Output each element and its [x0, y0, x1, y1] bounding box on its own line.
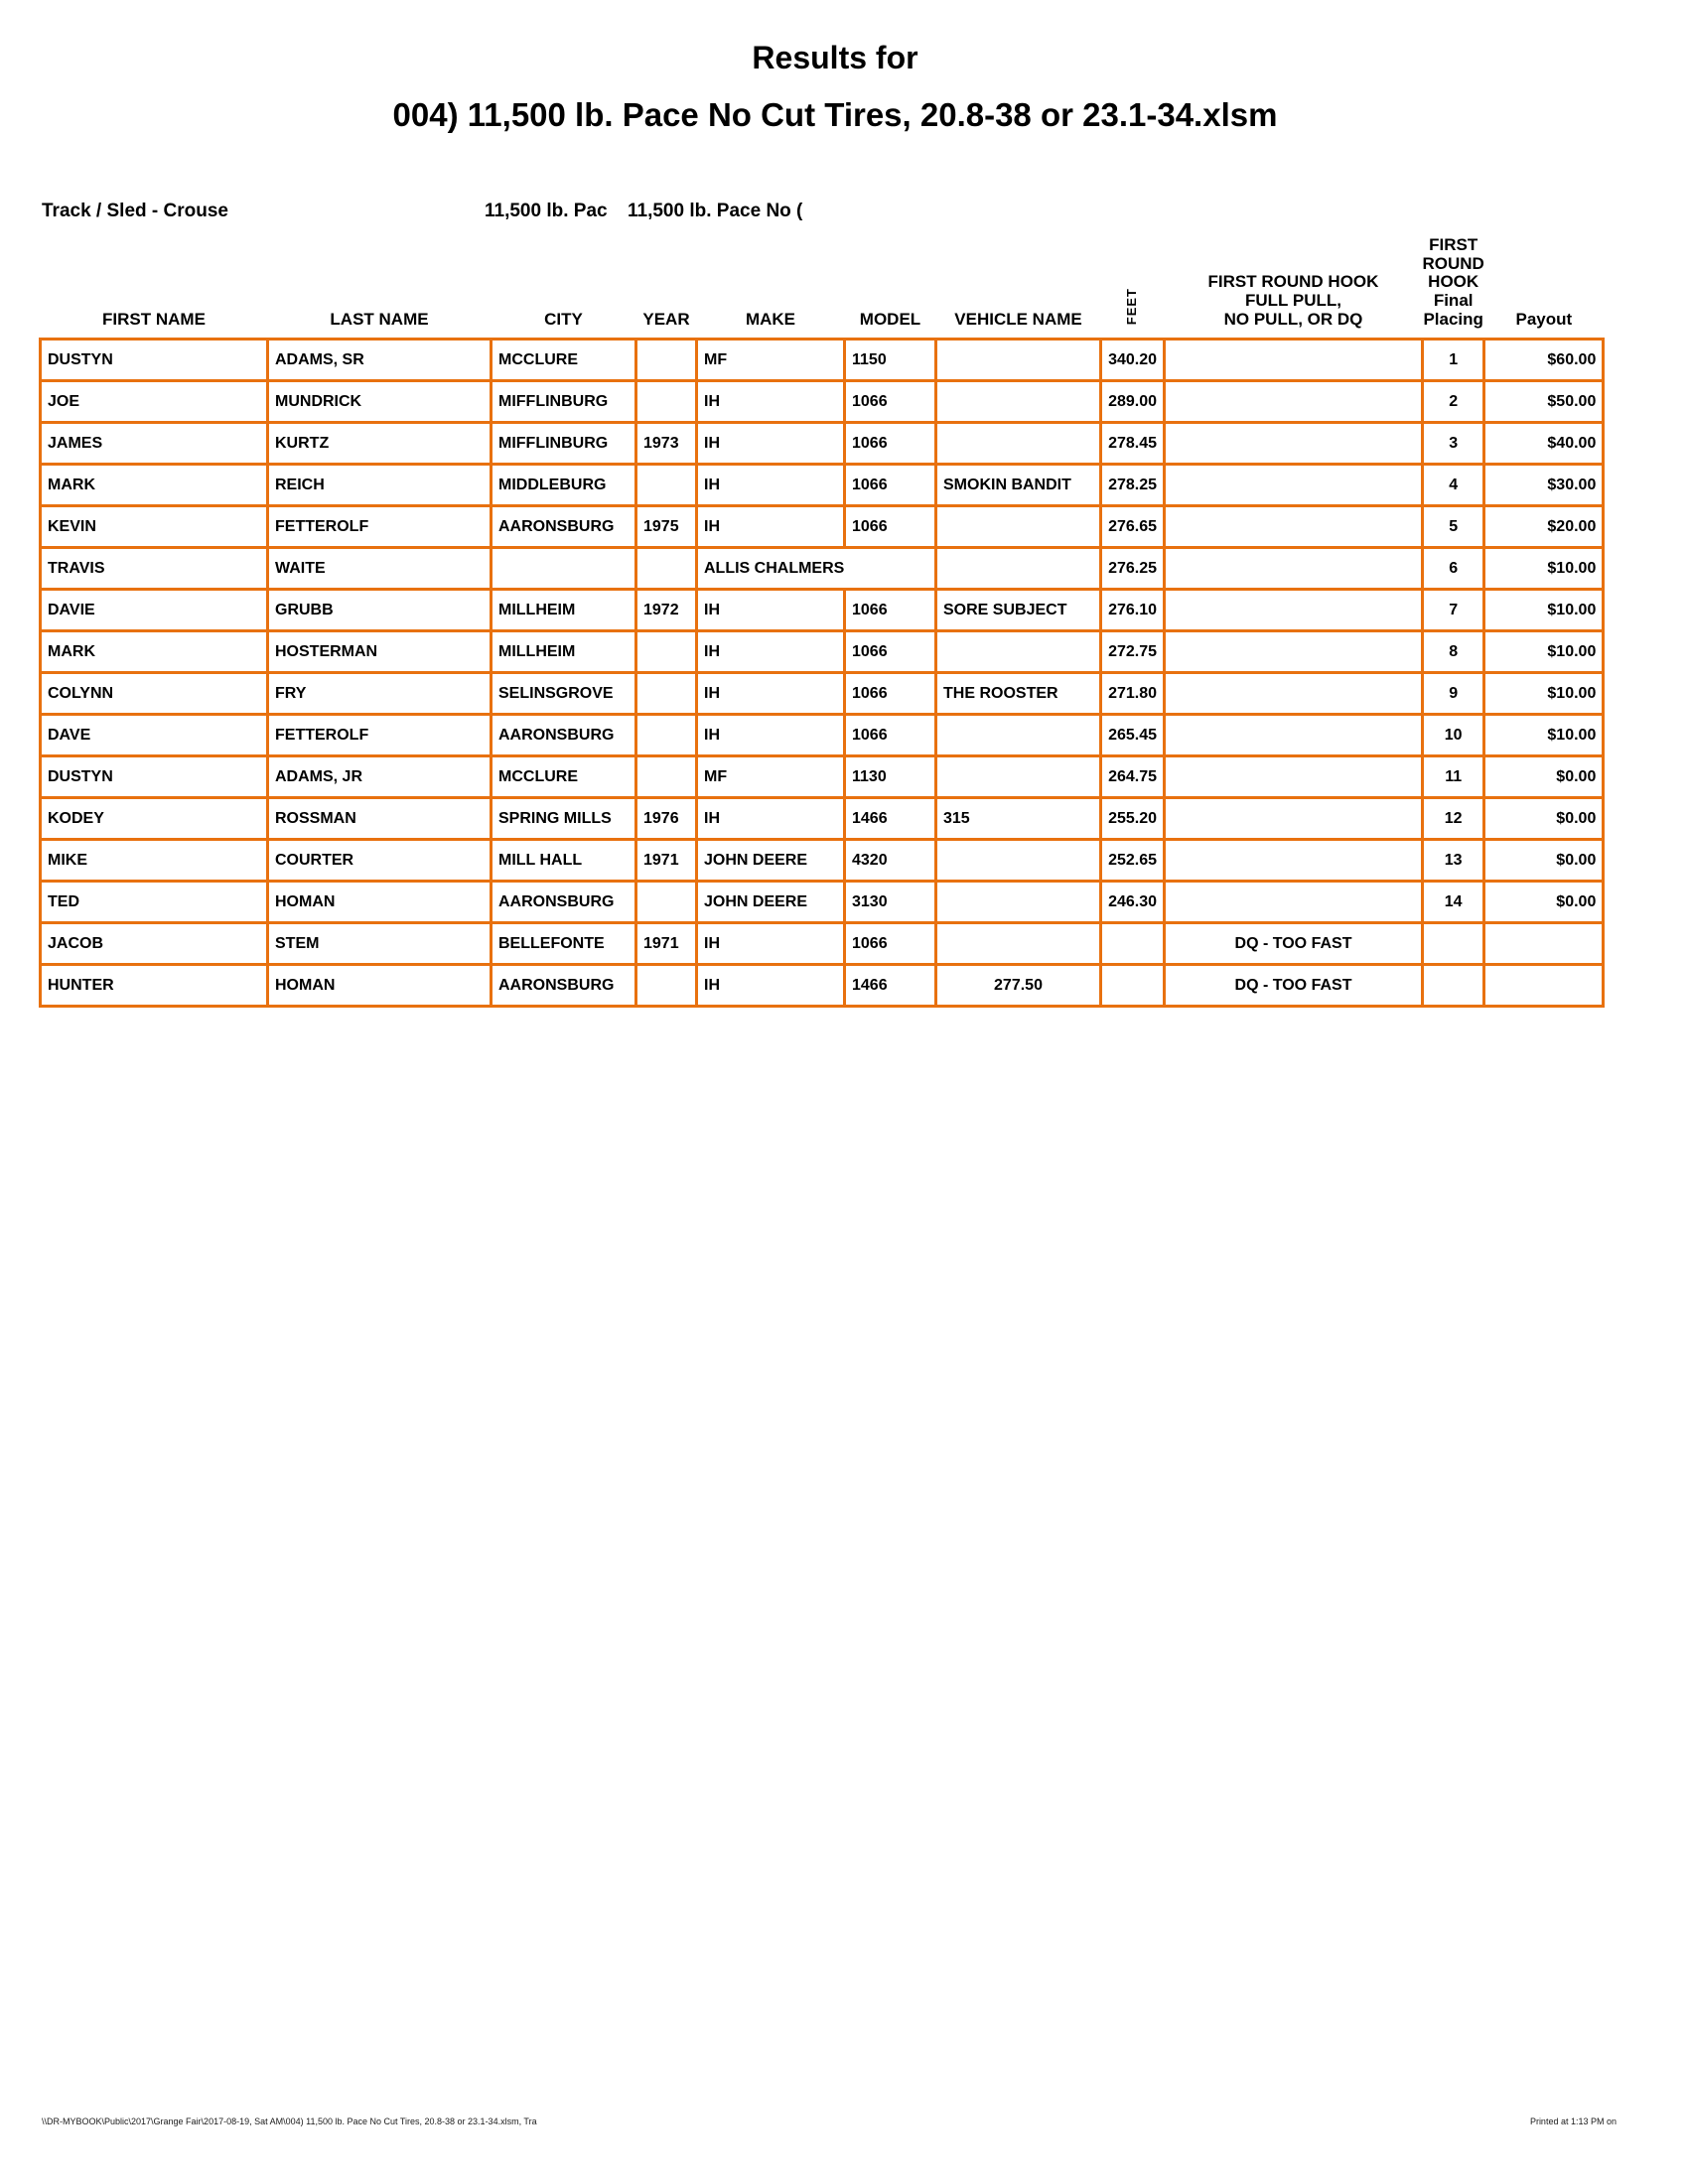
cell-year	[636, 465, 697, 506]
cell-last-name: ADAMS, JR	[268, 756, 492, 798]
cell-year	[636, 381, 697, 423]
cell-vehicle	[936, 506, 1101, 548]
hook-header-line: FIRST ROUND HOOK	[1207, 272, 1379, 292]
cell-city: MIFFLINBURG	[492, 423, 636, 465]
cell-city: BELLEFONTE	[492, 923, 636, 965]
cell-make: MF	[697, 340, 845, 381]
table-row	[41, 340, 1604, 381]
cell-payout: $10.00	[1484, 631, 1604, 673]
cell-hook-result	[1165, 673, 1423, 715]
cell-first-name: MIKE	[41, 840, 268, 882]
cell-first-name: HUNTER	[41, 965, 268, 1007]
col-header-vehicle-name: VEHICLE NAME	[954, 309, 1082, 329]
track-sled-label: Track / Sled - Crouse	[42, 201, 228, 221]
cell-payout	[1484, 965, 1604, 1007]
cell-placing: 6	[1423, 548, 1484, 590]
cell-feet	[1101, 923, 1165, 965]
cell-city: MIDDLEBURG	[492, 465, 636, 506]
cell-model: 1066	[845, 423, 936, 465]
col-header-first-name: FIRST NAME	[102, 309, 206, 329]
cell-placing	[1423, 923, 1484, 965]
page-title: Results for	[752, 40, 918, 75]
class-label: 11,500 lb. Pace No (	[628, 201, 803, 221]
cell-make: IH	[697, 506, 845, 548]
cell-placing: 14	[1423, 882, 1484, 923]
cell-placing: 3	[1423, 423, 1484, 465]
cell-make: IH	[697, 965, 845, 1007]
table-row	[41, 673, 1604, 715]
col-header-feet	[1101, 236, 1165, 340]
cell-hook-result	[1165, 590, 1423, 631]
table-row	[41, 381, 1604, 423]
cell-city: MCCLURE	[492, 756, 636, 798]
placing-header-line: ROUND	[1422, 253, 1484, 273]
cell-last-name: HOMAN	[268, 882, 492, 923]
cell-placing: 10	[1423, 715, 1484, 756]
table-row	[41, 465, 1604, 506]
table-row	[41, 923, 1604, 965]
cell-make: IH	[697, 923, 845, 965]
table-row	[41, 631, 1604, 673]
cell-model: 1066	[845, 381, 936, 423]
cell-feet: 271.80	[1101, 673, 1165, 715]
cell-last-name: ROSSMAN	[268, 798, 492, 840]
cell-first-name: TED	[41, 882, 268, 923]
col-header-final-placing	[1423, 236, 1484, 340]
placing-header-line: FIRST	[1429, 235, 1478, 254]
cell-vehicle: 277.50	[936, 965, 1101, 1007]
cell-model: 3130	[845, 882, 936, 923]
footer-printed-at: Printed at 1:13 PM on	[1529, 2116, 1617, 2126]
cell-first-name: JACOB	[41, 923, 268, 965]
cell-placing: 1	[1423, 340, 1484, 381]
cell-model: 1066	[845, 465, 936, 506]
cell-placing: 11	[1423, 756, 1484, 798]
cell-last-name: REICH	[268, 465, 492, 506]
cell-city: AARONSBURG	[492, 506, 636, 548]
cell-vehicle	[936, 840, 1101, 882]
cell-city: MCCLURE	[492, 340, 636, 381]
cell-last-name: KURTZ	[268, 423, 492, 465]
cell-make: IH	[697, 715, 845, 756]
cell-make: IH	[697, 673, 845, 715]
cell-placing: 2	[1423, 381, 1484, 423]
hook-header-line: NO PULL, OR DQ	[1223, 309, 1363, 329]
table-row	[41, 506, 1604, 548]
cell-make: MF	[697, 756, 845, 798]
cell-placing: 12	[1423, 798, 1484, 840]
cell-vehicle	[936, 923, 1101, 965]
footer-file-path: \\DR-MYBOOK\Public\2017\Grange Fair\2017-08-19, Sat AM\004) 11,500 lb. Pace No Cut Tires, 20.8-38 or 23.1-34.xlsm, Tra	[42, 2116, 537, 2126]
cell-year	[636, 965, 697, 1007]
cell-make: IH	[697, 631, 845, 673]
cell-first-name: DUSTYN	[41, 340, 268, 381]
cell-feet: 278.45	[1101, 423, 1165, 465]
cell-make: IH	[697, 381, 845, 423]
cell-year: 1976	[636, 798, 697, 840]
cell-vehicle	[936, 631, 1101, 673]
cell-feet: 255.20	[1101, 798, 1165, 840]
cell-hook-result	[1165, 756, 1423, 798]
cell-placing	[1423, 965, 1484, 1007]
cell-vehicle	[936, 340, 1101, 381]
cell-feet: 265.45	[1101, 715, 1165, 756]
cell-hook-result	[1165, 548, 1423, 590]
cell-year	[636, 340, 697, 381]
table-row	[41, 590, 1604, 631]
cell-hook-result	[1165, 631, 1423, 673]
cell-feet: 278.25	[1101, 465, 1165, 506]
cell-placing: 13	[1423, 840, 1484, 882]
cell-payout: $0.00	[1484, 840, 1604, 882]
class-label-truncated: 11,500 lb. Pac	[485, 201, 608, 221]
cell-first-name: JOE	[41, 381, 268, 423]
cell-hook-result: DQ - TOO FAST	[1165, 923, 1423, 965]
cell-last-name: STEM	[268, 923, 492, 965]
cell-feet: 264.75	[1101, 756, 1165, 798]
cell-city: MILLHEIM	[492, 590, 636, 631]
cell-model: 1066	[845, 923, 936, 965]
cell-hook-result: DQ - TOO FAST	[1165, 965, 1423, 1007]
cell-last-name: FRY	[268, 673, 492, 715]
cell-city: MIFFLINBURG	[492, 381, 636, 423]
cell-year: 1973	[636, 423, 697, 465]
cell-first-name: MARK	[41, 631, 268, 673]
cell-model: 1466	[845, 798, 936, 840]
cell-year: 1971	[636, 923, 697, 965]
cell-placing: 9	[1423, 673, 1484, 715]
cell-hook-result	[1165, 423, 1423, 465]
cell-last-name: HOMAN	[268, 965, 492, 1007]
col-header-make: MAKE	[745, 309, 796, 329]
cell-first-name: TRAVIS	[41, 548, 268, 590]
cell-payout: $40.00	[1484, 423, 1604, 465]
col-header-model: MODEL	[859, 309, 921, 329]
col-header-year: YEAR	[642, 309, 690, 329]
cell-city: SELINSGROVE	[492, 673, 636, 715]
cell-payout: $50.00	[1484, 381, 1604, 423]
cell-city: AARONSBURG	[492, 965, 636, 1007]
cell-feet: 252.65	[1101, 840, 1165, 882]
cell-placing: 8	[1423, 631, 1484, 673]
cell-payout: $0.00	[1484, 756, 1604, 798]
col-header-city: CITY	[544, 309, 583, 329]
cell-make: IH	[697, 465, 845, 506]
cell-city: MILL HALL	[492, 840, 636, 882]
cell-payout: $60.00	[1484, 340, 1604, 381]
cell-placing: 4	[1423, 465, 1484, 506]
cell-first-name: DAVE	[41, 715, 268, 756]
cell-make: IH	[697, 798, 845, 840]
cell-vehicle	[936, 882, 1101, 923]
table-row	[41, 548, 1604, 590]
cell-feet: 272.75	[1101, 631, 1165, 673]
cell-hook-result	[1165, 381, 1423, 423]
cell-vehicle: 315	[936, 798, 1101, 840]
cell-payout: $20.00	[1484, 506, 1604, 548]
cell-payout: $10.00	[1484, 590, 1604, 631]
table-row	[41, 423, 1604, 465]
table-row	[41, 715, 1604, 756]
cell-last-name: FETTEROLF	[268, 506, 492, 548]
table-row	[41, 840, 1604, 882]
cell-payout: $0.00	[1484, 882, 1604, 923]
cell-feet	[1101, 965, 1165, 1007]
cell-year: 1972	[636, 590, 697, 631]
cell-vehicle: THE ROOSTER	[936, 673, 1101, 715]
table-row	[41, 798, 1604, 840]
placing-header-line: HOOK	[1428, 272, 1479, 292]
cell-first-name: DAVIE	[41, 590, 268, 631]
cell-feet: 276.25	[1101, 548, 1165, 590]
cell-hook-result	[1165, 798, 1423, 840]
cell-first-name: COLYNN	[41, 673, 268, 715]
cell-year	[636, 882, 697, 923]
cell-feet: 340.20	[1101, 340, 1165, 381]
cell-model: 1066	[845, 673, 936, 715]
cell-placing: 5	[1423, 506, 1484, 548]
cell-hook-result	[1165, 506, 1423, 548]
cell-year	[636, 715, 697, 756]
cell-vehicle	[936, 548, 1101, 590]
cell-payout: $10.00	[1484, 673, 1604, 715]
placing-header-line: Placing	[1423, 309, 1483, 329]
cell-first-name: KEVIN	[41, 506, 268, 548]
cell-feet: 289.00	[1101, 381, 1165, 423]
table-row	[41, 756, 1604, 798]
cell-make: JOHN DEERE	[697, 882, 845, 923]
cell-model: 1066	[845, 715, 936, 756]
cell-hook-result	[1165, 840, 1423, 882]
cell-year	[636, 548, 697, 590]
cell-vehicle	[936, 715, 1101, 756]
feet-vertical-label: FEET	[1124, 287, 1140, 325]
cell-vehicle: SORE SUBJECT	[936, 590, 1101, 631]
cell-hook-result	[1165, 882, 1423, 923]
col-header-payout: Payout	[1515, 309, 1573, 329]
cell-first-name: DUSTYN	[41, 756, 268, 798]
cell-first-name: MARK	[41, 465, 268, 506]
cell-city	[492, 548, 636, 590]
cell-last-name: HOSTERMAN	[268, 631, 492, 673]
cell-hook-result	[1165, 715, 1423, 756]
cell-last-name: COURTER	[268, 840, 492, 882]
cell-vehicle: SMOKIN BANDIT	[936, 465, 1101, 506]
table-row	[41, 965, 1604, 1007]
cell-model: 4320	[845, 840, 936, 882]
cell-make: IH	[697, 423, 845, 465]
cell-vehicle	[936, 756, 1101, 798]
cell-last-name: FETTEROLF	[268, 715, 492, 756]
hook-header-line: FULL PULL,	[1245, 291, 1341, 311]
cell-year: 1971	[636, 840, 697, 882]
table-header	[41, 236, 1604, 340]
cell-year	[636, 756, 697, 798]
cell-model: 1066	[845, 590, 936, 631]
cell-payout: $30.00	[1484, 465, 1604, 506]
cell-make: JOHN DEERE	[697, 840, 845, 882]
cell-model: 1066	[845, 631, 936, 673]
placing-header-line: Final	[1433, 291, 1474, 311]
col-header-last-name: LAST NAME	[330, 309, 429, 329]
results-table	[39, 236, 1605, 1008]
cell-city: AARONSBURG	[492, 882, 636, 923]
cell-city: SPRING MILLS	[492, 798, 636, 840]
cell-vehicle	[936, 423, 1101, 465]
cell-make-merged: ALLIS CHALMERS	[697, 548, 936, 590]
cell-placing: 7	[1423, 590, 1484, 631]
cell-last-name: MUNDRICK	[268, 381, 492, 423]
cell-feet: 276.10	[1101, 590, 1165, 631]
meta-row	[0, 201, 1688, 226]
table-row	[41, 882, 1604, 923]
cell-first-name: KODEY	[41, 798, 268, 840]
cell-payout	[1484, 923, 1604, 965]
cell-hook-result	[1165, 465, 1423, 506]
cell-model: 1150	[845, 340, 936, 381]
cell-year: 1975	[636, 506, 697, 548]
cell-hook-result	[1165, 340, 1423, 381]
cell-last-name: ADAMS, SR	[268, 340, 492, 381]
cell-model: 1466	[845, 965, 936, 1007]
cell-payout: $0.00	[1484, 798, 1604, 840]
cell-city: MILLHEIM	[492, 631, 636, 673]
page-subtitle: 004) 11,500 lb. Pace No Cut Tires, 20.8-38 or 23.1-34.xlsm	[392, 96, 1278, 133]
cell-year	[636, 673, 697, 715]
cell-payout: $10.00	[1484, 715, 1604, 756]
cell-year	[636, 631, 697, 673]
cell-model: 1130	[845, 756, 936, 798]
cell-last-name: WAITE	[268, 548, 492, 590]
cell-make: IH	[697, 590, 845, 631]
cell-feet: 246.30	[1101, 882, 1165, 923]
cell-vehicle	[936, 381, 1101, 423]
cell-city: AARONSBURG	[492, 715, 636, 756]
cell-model: 1066	[845, 506, 936, 548]
cell-feet: 276.65	[1101, 506, 1165, 548]
cell-first-name: JAMES	[41, 423, 268, 465]
cell-payout: $10.00	[1484, 548, 1604, 590]
cell-last-name: GRUBB	[268, 590, 492, 631]
col-header-first-round-hook	[1165, 236, 1423, 340]
